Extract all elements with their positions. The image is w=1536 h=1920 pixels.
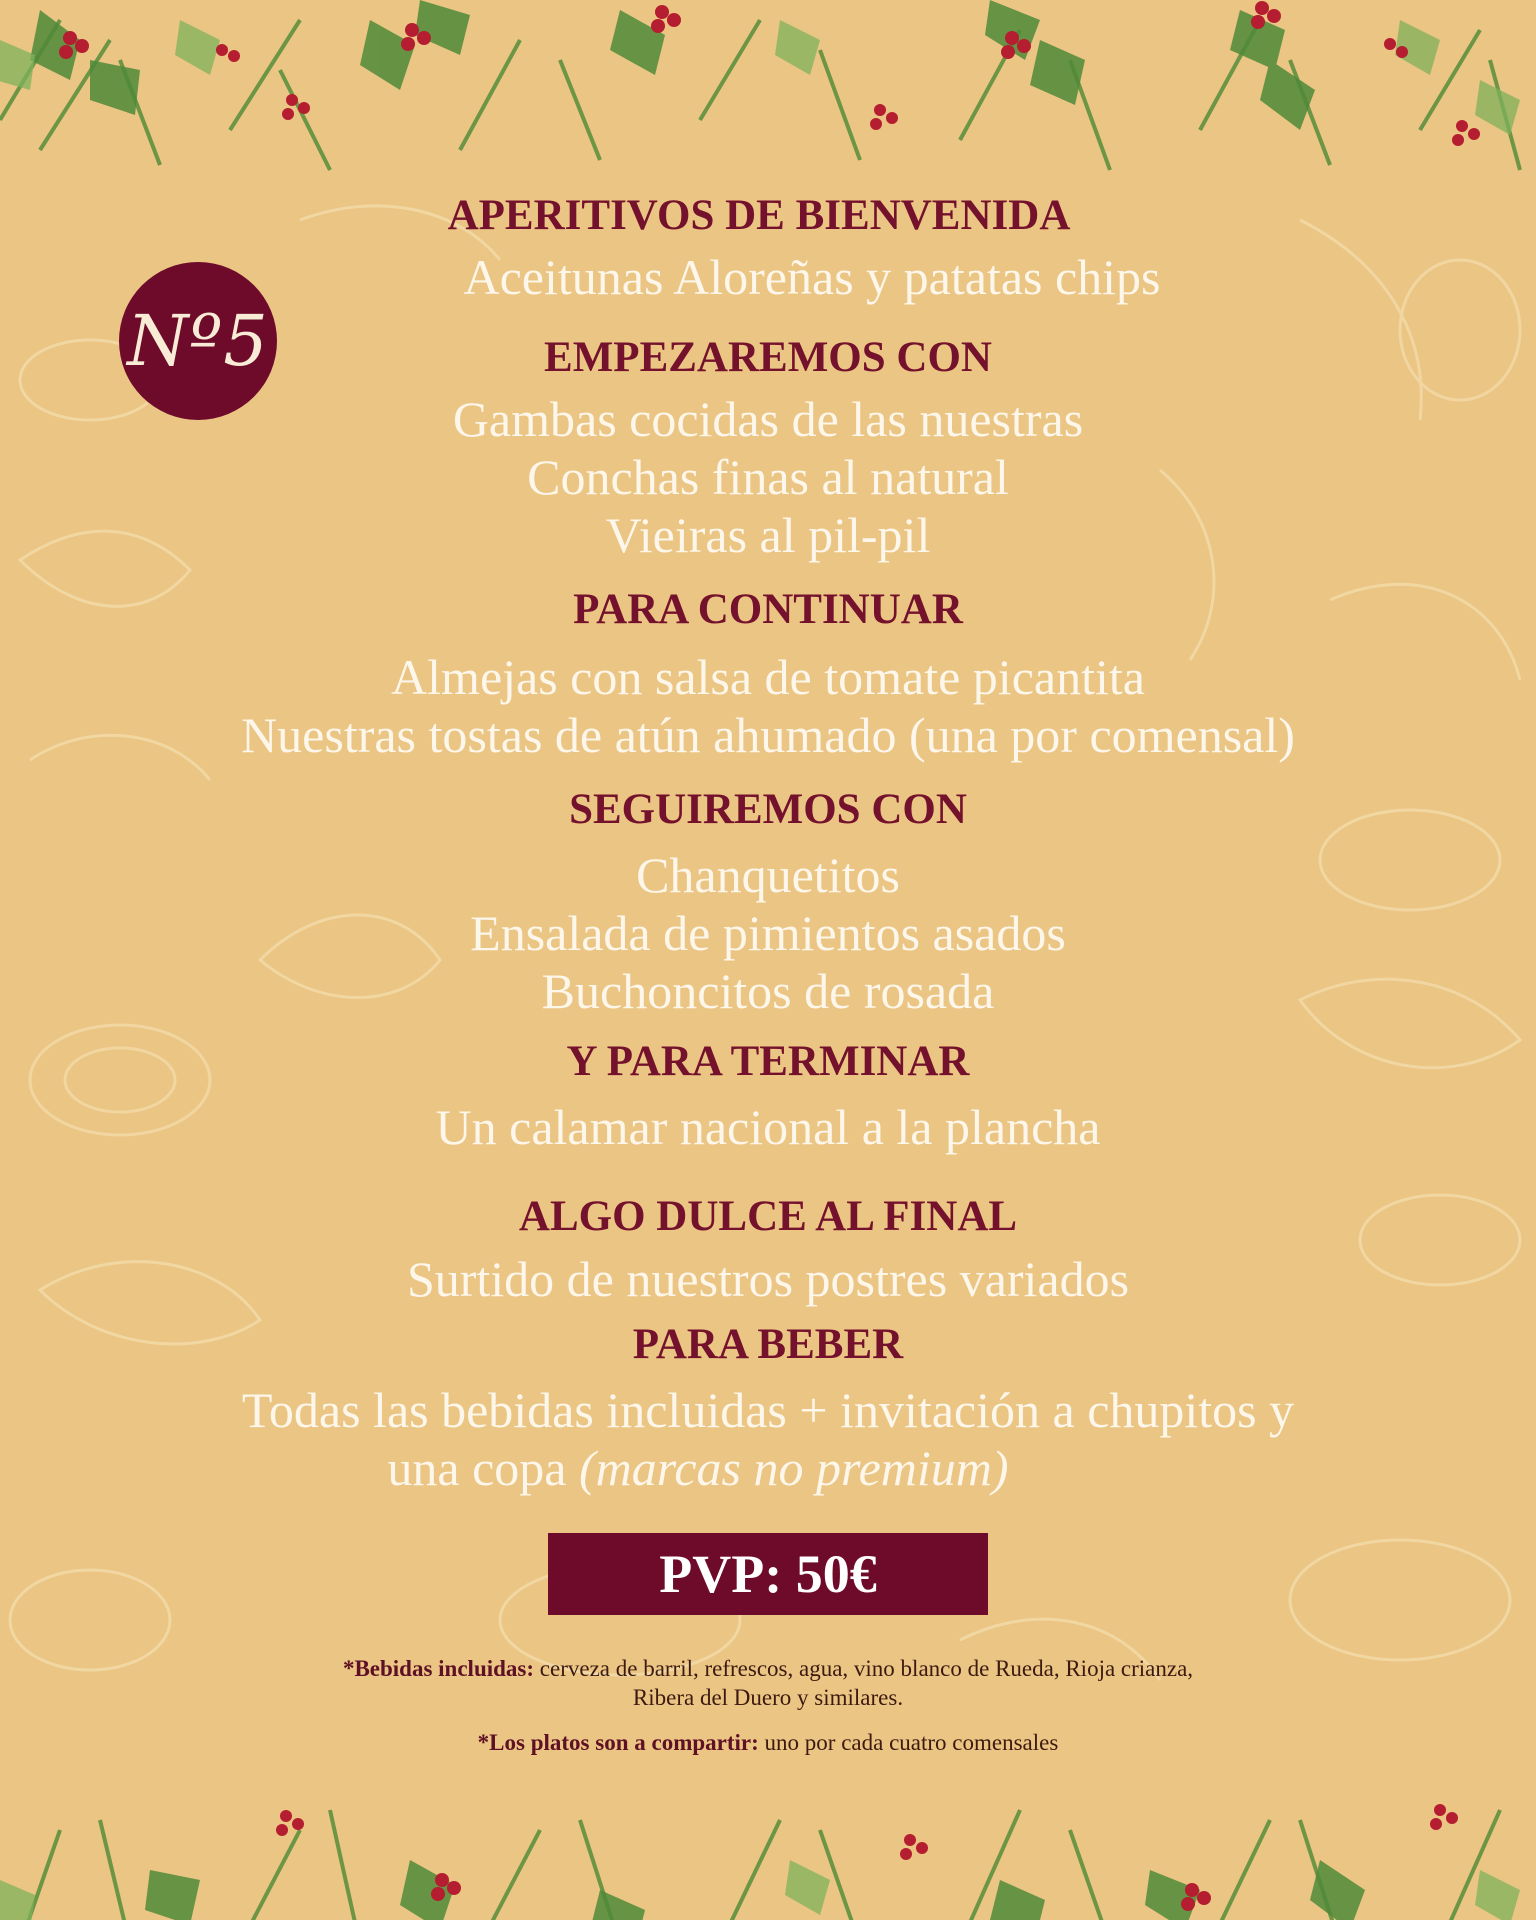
dish-item: Nuestras tostas de atún ahumado (una por comensal) bbox=[241, 707, 1295, 763]
dish-item: Un calamar nacional a la plancha bbox=[435, 1099, 1101, 1155]
dish-item: Todas las bebidas incluidas + invitación a chupitos y bbox=[241, 1382, 1295, 1438]
section-heading: ALGO DULCE AL FINAL bbox=[518, 1193, 1018, 1240]
sharing-note-text: uno por cada cuatro comensales bbox=[764, 1730, 1059, 1755]
section-heading: EMPEZAREMOS CON bbox=[544, 334, 992, 381]
sharing-note-label: *Los platos son a compartir: bbox=[477, 1730, 759, 1755]
section-heading: SEGUIREMOS CON bbox=[569, 786, 967, 833]
dish-item-note: (marcas no premium) bbox=[579, 1440, 1009, 1496]
drinks-note-label: *Bebidas incluidas: bbox=[342, 1656, 535, 1681]
section-heading: PARA BEBER bbox=[632, 1321, 904, 1368]
dish-item: Surtido de nuestros postres variados bbox=[406, 1251, 1130, 1307]
dish-item: Buchoncitos de rosada bbox=[541, 963, 995, 1019]
dish-item: Aceitunas Aloreñas y patatas chips bbox=[463, 249, 1161, 305]
section-heading: PARA CONTINUAR bbox=[573, 586, 963, 633]
price-label: PVP: 50€ bbox=[548, 1533, 988, 1615]
drinks-note-text: cerveza de barril, refrescos, agua, vino blanco de Rueda, Rioja crianza, bbox=[539, 1656, 1194, 1681]
dish-item: Chanquetitos bbox=[636, 847, 900, 903]
sharing-note bbox=[0, 1728, 1536, 1757]
section-heading: Y PARA TERMINAR bbox=[566, 1038, 970, 1085]
section-heading: APERITIVOS DE BIENVENIDA bbox=[447, 192, 1071, 239]
menu-number-badge: Nº5 bbox=[119, 262, 277, 420]
dish-item: Gambas cocidas de las nuestras bbox=[452, 391, 1084, 447]
dish-item: Vieiras al pil-pil bbox=[605, 507, 931, 563]
holly-garland-top bbox=[0, 0, 1536, 175]
dish-item: Ensalada de pimientos asados bbox=[470, 905, 1066, 961]
dish-item: Conchas finas al natural bbox=[527, 449, 1009, 505]
dish-item: Almejas con salsa de tomate picantita bbox=[391, 649, 1145, 705]
drinks-note bbox=[0, 1654, 1536, 1683]
dish-item: una copa (marcas no premium) bbox=[387, 1440, 1009, 1496]
holly-garland-bottom bbox=[0, 1770, 1536, 1920]
drinks-note-continued: Ribera del Duero y similares. bbox=[632, 1685, 904, 1710]
